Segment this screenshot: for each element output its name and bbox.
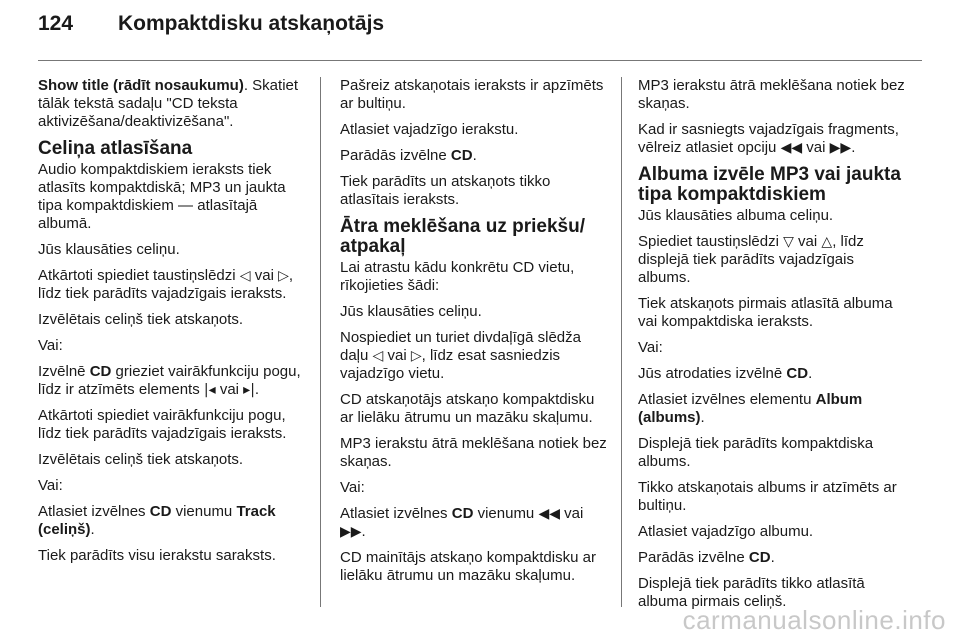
fast-forward-icon: ▶▶	[829, 140, 852, 156]
paragraph: Tiek parādīts visu ierakstu saraksts.	[38, 547, 276, 564]
column-2	[340, 77, 610, 593]
paragraph: Jūs klausāties celiņu.	[340, 303, 482, 320]
paragraph: Nospiediet un turiet divdaļīgā slēdža daļu ◁ vai ▷, līdz esat sasniedzis vajadzīgo vietu.	[340, 329, 581, 382]
paragraph: Vai:	[638, 339, 663, 356]
paragraph: Displejā tiek parādīts kompaktdiska albums.	[638, 435, 874, 470]
paragraph: Izvēlētais celiņš tiek atskaņots.	[38, 311, 244, 328]
paragraph: Jūs klausāties celiņu.	[38, 241, 180, 258]
paragraph: MP3 ierakstu ātrā meklēšana notiek bez skaņas.	[638, 77, 905, 112]
paragraph: Displejā tiek parādīts tikko atlasītā albuma pirmais celiņš.	[638, 575, 865, 610]
paragraph: Atkārtoti spiediet vairākfunkciju pogu, līdz tiek parādīts vajadzīgais ieraksts.	[38, 407, 287, 442]
paragraph: Atlasiet izvēlnes elementu Album (albums).	[638, 391, 863, 426]
paragraph: Parādās izvēlne CD.	[638, 549, 775, 566]
paragraph: Jūs klausāties albuma celiņu.	[638, 207, 834, 224]
left-key-icon: ◁	[372, 348, 384, 364]
paragraph: Tikko atskaņotais albums ir atzīmēts ar bultiņu.	[638, 479, 897, 514]
header-divider	[38, 60, 922, 61]
paragraph: Kad ir sasniegts vajadzīgais fragments, vēlreiz atlasiet opciju ◀◀ vai ▶▶.	[638, 121, 899, 156]
page-number: 124	[38, 12, 74, 35]
next-track-icon: ▸|	[243, 382, 255, 398]
paragraph: MP3 ierakstu ātrā meklēšana notiek bez skaņas.	[340, 435, 607, 470]
paragraph: Pašreiz atskaņotais ieraksts ir apzīmēts ar bultiņu.	[340, 77, 604, 112]
column-1	[38, 77, 308, 573]
paragraph: Atlasiet izvēlnes CD vienumu ◀◀ vai ▶▶.	[340, 505, 584, 540]
up-key-icon: △	[821, 234, 833, 250]
column-divider	[621, 77, 622, 607]
column-3	[638, 77, 910, 611]
right-key-icon: ▷	[278, 268, 289, 284]
paragraph: Atkārtoti spiediet taustiņslēdzi ◁ vai ▷, līdz tiek parādīts vajadzīgais ieraksts.	[38, 267, 294, 302]
paragraph: Tiek parādīts un atskaņots tikko atlasītais ieraksts.	[340, 173, 551, 208]
right-key-icon: ▷	[410, 348, 422, 364]
page-header	[38, 12, 384, 36]
paragraph: Lai atrastu kādu konkrētu CD vietu, rīkojieties šādi:	[340, 259, 575, 294]
rewind-icon: ◀◀	[538, 506, 560, 522]
paragraph: Audio kompaktdiskiem ieraksts tiek atlasīts kompaktdiskā; MP3 un jaukta tipa kompaktdiskiem — atlasītajā albumā.	[38, 161, 286, 232]
paragraph: Vai:	[38, 477, 63, 494]
paragraph: Parādās izvēlne CD.	[340, 147, 477, 164]
paragraph: Izvēlnē CD grieziet vairākfunkciju pogu, līdz ir atzīmēts elements |◂ vai ▸|.	[38, 363, 301, 398]
paragraph: CD atskaņotājs atskaņo kompaktdisku ar lielāku ātrumu un mazāku skaļumu.	[340, 391, 595, 426]
down-key-icon: ▽	[783, 234, 794, 250]
left-key-icon: ◁	[239, 268, 251, 284]
paragraph: Atlasiet vajadzīgo ierakstu.	[340, 121, 519, 138]
paragraph: Vai:	[340, 479, 365, 496]
section-heading: Celiņa atlasīšana	[38, 138, 193, 159]
previous-track-icon: |◂	[203, 382, 216, 398]
paragraph: Show title (rādīt nosaukumu). Skatiet tālāk tekstā sadaļu "CD teksta aktivizēšana/deaktivizēšana".	[38, 77, 299, 130]
paragraph: Jūs atrodaties izvēlnē CD.	[638, 365, 813, 382]
paragraph: Atlasiet izvēlnes CD vienumu Track (celiņš).	[38, 503, 276, 538]
section-heading: Albuma izvēle MP3 vai jaukta tipa kompaktdiskiem	[638, 164, 901, 205]
paragraph: Spiediet taustiņslēdzi ▽ vai △, līdz displejā tiek parādīts vajadzīgais albums.	[638, 233, 864, 286]
fast-forward-icon: ▶▶	[340, 524, 362, 540]
paragraph: Izvēlētais celiņš tiek atskaņots.	[38, 451, 244, 468]
watermark: carmanualsonline.info	[682, 605, 946, 635]
section-heading: Ātra meklēšana uz priekšu/ atpakaļ	[340, 216, 585, 257]
rewind-icon: ◀◀	[780, 140, 803, 156]
page-title: Kompaktdisku atskaņotājs	[118, 12, 385, 35]
paragraph: Atlasiet vajadzīgo albumu.	[638, 523, 814, 540]
column-divider	[320, 77, 321, 607]
paragraph: CD mainītājs atskaņo kompaktdisku ar lielāku ātrumu un mazāku skaļumu.	[340, 549, 596, 584]
paragraph: Tiek atskaņots pirmais atlasītā albuma vai kompaktdiska ieraksts.	[638, 295, 893, 330]
paragraph: Vai:	[38, 337, 63, 354]
